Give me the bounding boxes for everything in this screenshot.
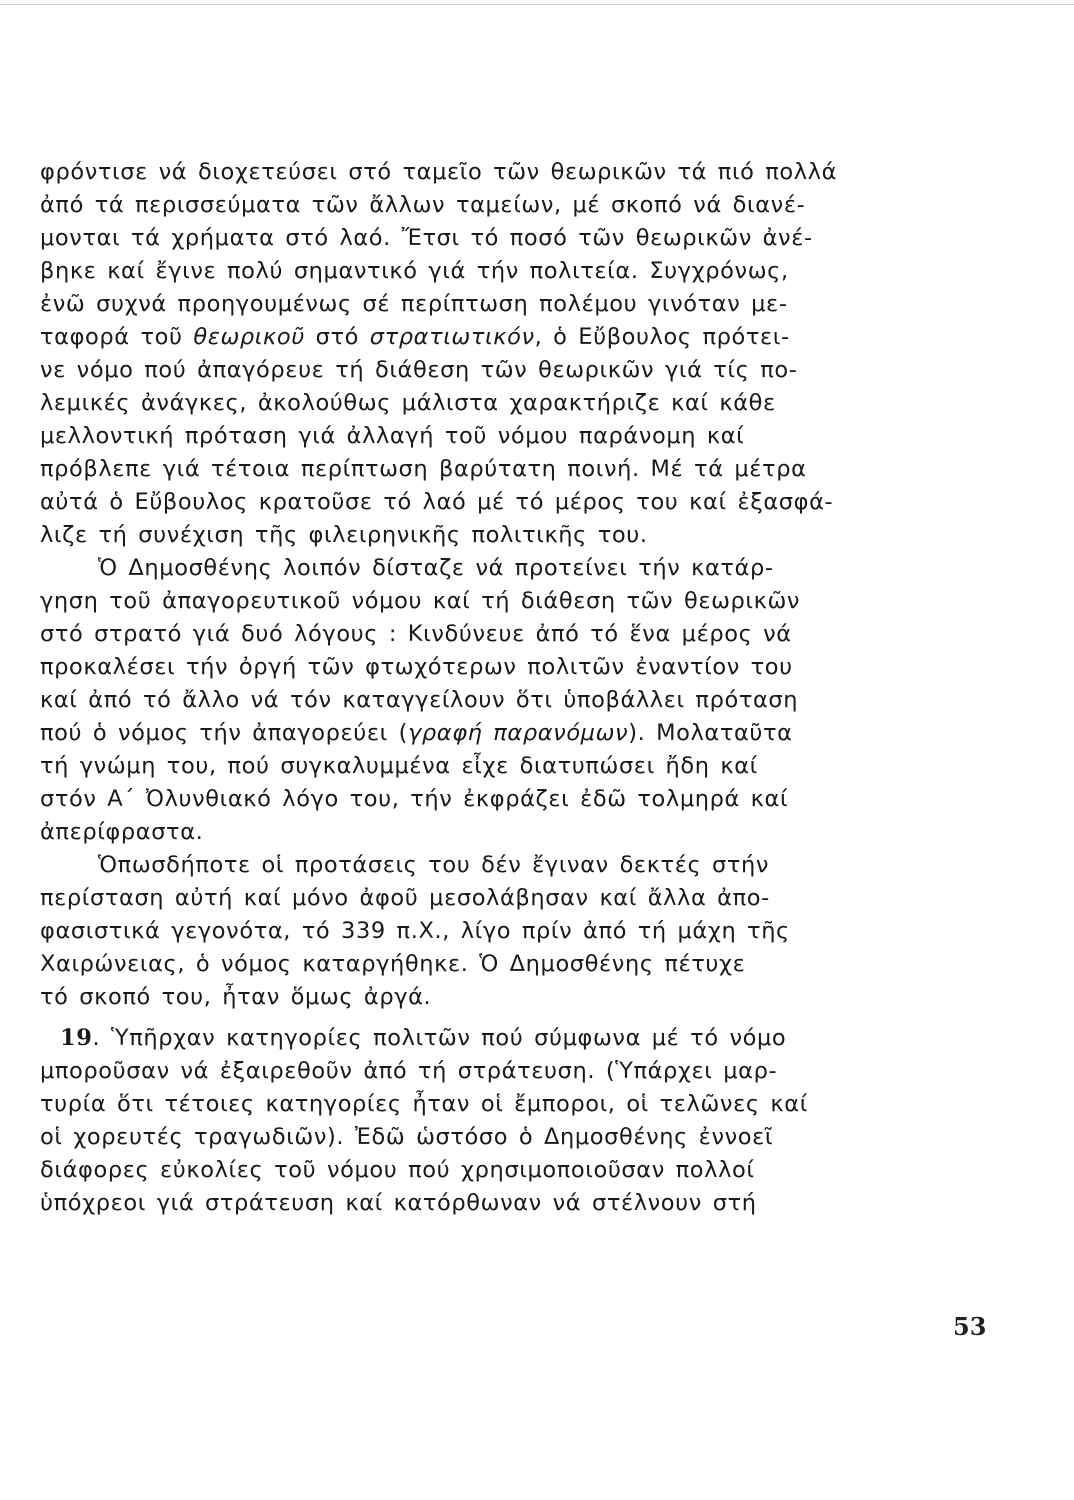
text-line: νε νόμο πού ἀπαγόρευε τή διάθεση τῶν θεωρικῶν γιά τίς πο-	[40, 357, 798, 383]
page-number: 53	[953, 1312, 987, 1341]
italic-term: γραφή παρανόμων	[407, 720, 629, 746]
paragraph-2	[40, 552, 1012, 849]
paragraph-3	[40, 849, 1012, 1014]
text-line: ὑπόχρεοι γιά στράτευση καί κατόρθωναν νά στέλνουν στή	[40, 1190, 757, 1216]
text-line: προκαλέσει τήν ὀργή τῶν φτωχότερων πολιτῶν ἐναντίον του	[40, 654, 793, 680]
italic-term: στρατιωτικόν	[369, 324, 535, 350]
text-line	[40, 1022, 1012, 1055]
italic-term: θεωρικοῦ	[193, 324, 305, 350]
text-line: βηκε καί ἔγινε πολύ σημαντικό γιά τήν πολιτεία. Συγχρόνως,	[40, 258, 789, 284]
text-segment: ταφορά τοῦ	[40, 324, 194, 350]
text-line: ἐνῶ συχνά προηγουμένως σέ περίπτωση πολέμου γινόταν με-	[40, 291, 788, 317]
paragraph-1	[40, 156, 1012, 552]
section-19	[40, 1022, 1012, 1220]
text-line: τυρία ὅτι τέτοιες κατηγορίες ἦταν οἱ ἔμποροι, οἱ τελῶνες καί	[40, 1091, 808, 1117]
text-line: λεμικές ἀνάγκες, ἀκολούθως μάλιστα χαρακτήριζε καί κάθε	[40, 390, 776, 416]
text-line: περίσταση αὐτή καί μόνο ἀφοῦ μεσολάβησαν καί ἄλλα ἀπο-	[40, 885, 770, 911]
page-body	[40, 156, 1012, 1220]
text-line: μονται τά χρήματα στό λαό. Ἔτσι τό ποσό τῶν θεωρικῶν ἀνέ-	[40, 225, 813, 251]
text-line: στόν Α΄ Ὀλυνθιακό λόγο του, τήν ἐκφράζει ἐδῶ τολμηρά καί	[40, 786, 789, 812]
text-line: τό σκοπό του, ἦταν ὅμως ἀργά.	[40, 984, 432, 1010]
text-line: καί ἀπό τό ἄλλο νά τόν καταγγείλουν ὅτι ὑποβάλλει πρόταση	[40, 687, 799, 713]
text-line: Ὁπωσδήποτε οἱ προτάσεις του δέν ἔγιναν δεκτές στήν	[98, 852, 770, 878]
text-line: πρόβλεπε γιά τέτοια περίπτωση βαρύτατη ποινή. Μέ τά μέτρα	[40, 456, 807, 482]
text-line: ἀπό τά περισσεύματα τῶν ἄλλων ταμείων, μέ σκοπό νά διανέ-	[40, 192, 806, 218]
scan-top-edge	[0, 0, 1074, 5]
text-line: τή γνώμη του, πού συγκαλυμμένα εἶχε διατυπώσει ἤδη καί	[40, 753, 758, 779]
text-line: φασιστικά γεγονότα, τό 339 π.Χ., λίγο πρίν ἀπό τή μάχη τῆς	[40, 918, 790, 944]
text-line	[40, 321, 1012, 354]
text-line: οἱ χορευτές τραγωδιῶν). Ἐδῶ ὡστόσο ὁ Δημοσθένης ἐννοεῖ	[40, 1124, 774, 1150]
text-line: διάφορες εὐκολίες τοῦ νόμου πού χρησιμοποιοῦσαν πολλοί	[40, 1157, 755, 1183]
section-number: 19	[60, 1025, 93, 1051]
text-segment: . Ὑπῆρχαν κατηγορίες πολιτῶν πού σύμφωνα μέ τό νόμο	[92, 1025, 787, 1051]
text-segment: ). Μολαταῦτα	[628, 720, 793, 746]
text-line	[40, 717, 1012, 750]
text-segment: πού ὁ νόμος τήν ἀπαγορεύει (	[40, 720, 408, 746]
text-line: στό στρατό γιά δυό λόγους : Κινδύνευε ἀπό τό ἕνα μέρος νά	[40, 621, 792, 647]
text-line: Ὁ Δημοσθένης λοιπόν δίσταζε νά προτείνει τήν κατάρ-	[98, 555, 774, 581]
text-line: ἀπερίφραστα.	[40, 819, 204, 845]
text-line: λιζε τή συνέχιση τῆς φιλειρηνικῆς πολιτικῆς του.	[40, 522, 648, 548]
text-line: αὐτά ὁ Εὔβουλος κρατοῦσε τό λαό μέ τό μέρος του καί ἐξασφά-	[40, 489, 834, 515]
section-gap	[40, 1014, 1012, 1022]
text-segment: στό	[304, 324, 370, 350]
text-segment: , ὁ Εὔβουλος πρότει-	[534, 324, 790, 350]
text-line: μποροῦσαν νά ἐξαιρεθοῦν ἀπό τή στράτευση. (Ὑπάρχει μαρ-	[40, 1058, 778, 1084]
text-line: φρόντισε νά διοχετεύσει στό ταμεῖο τῶν θεωρικῶν τά πιό πολλά	[40, 159, 838, 185]
text-line: γηση τοῦ ἀπαγορευτικοῦ νόμου καί τή διάθεση τῶν θεωρικῶν	[40, 588, 801, 614]
text-line: μελλοντική πρόταση γιά ἀλλαγή τοῦ νόμου παράνομη καί	[40, 423, 745, 449]
text-line: Χαιρώνειας, ὁ νόμος καταργήθηκε. Ὁ Δημοσθένης πέτυχε	[40, 951, 746, 977]
